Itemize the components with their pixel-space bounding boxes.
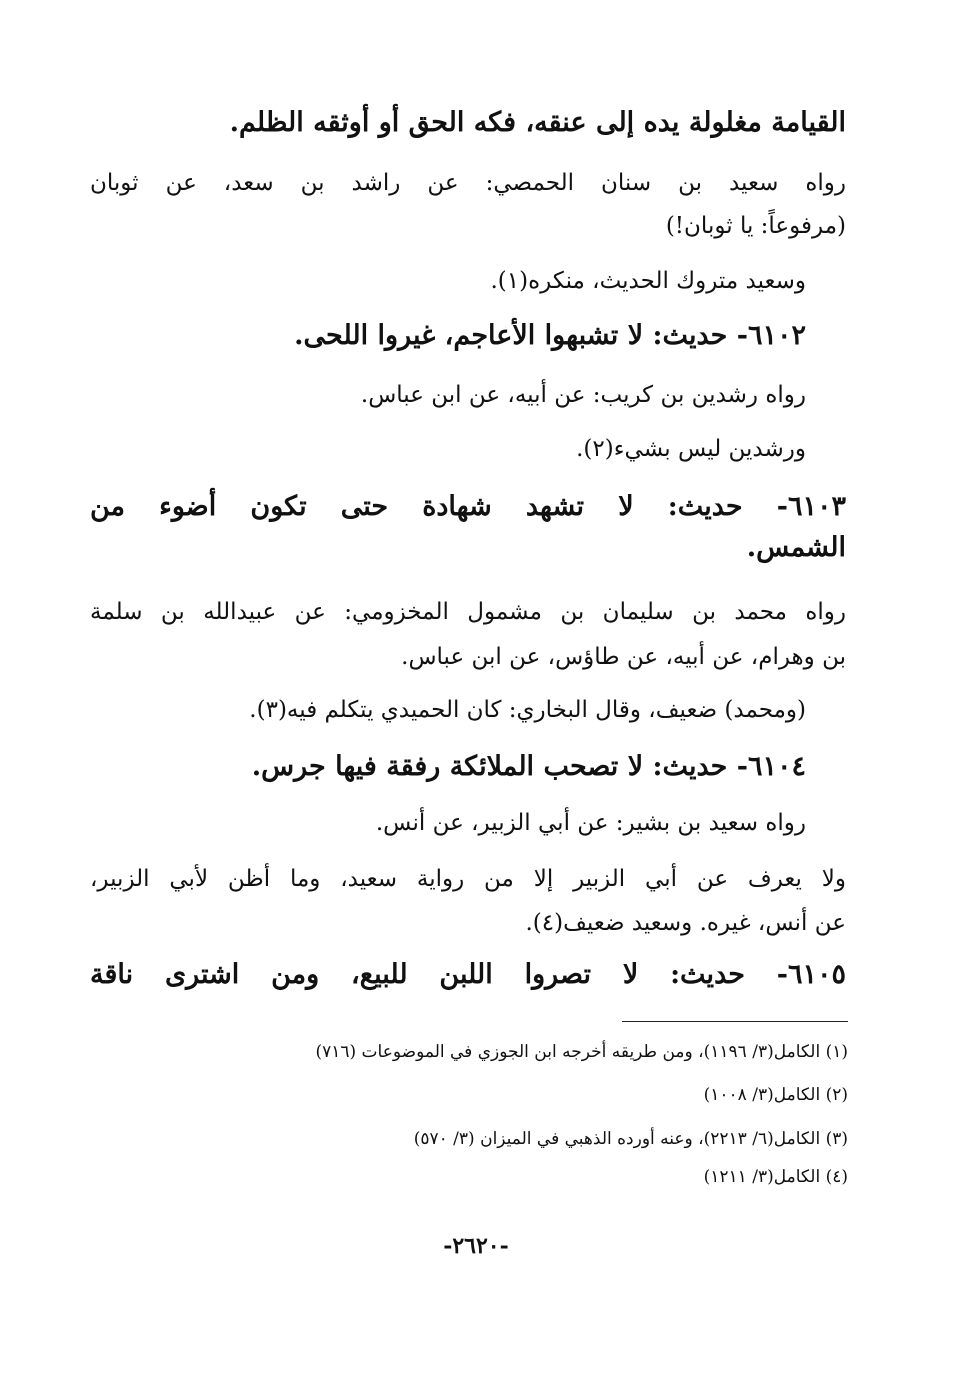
text-line: رواه سعيد بن بشير: عن أبي الزبير، عن أنس. [375, 810, 806, 836]
text-line: بن وهرام، عن أبيه، عن طاؤس، عن ابن عباس. [401, 644, 846, 670]
text-line: رواه سعيد بن سنان الحمصي: عن راشد بن سعد، عن ثوبان [90, 170, 846, 196]
footnote-1: (١) الكامل(٣/ ١١٩٦)، ومن طريقه أخرجه ابن الجوزي في الموضوعات (٧١٦) [315, 1042, 848, 1062]
hadith-heading-6103-cont: الشمس. [746, 532, 846, 563]
text-line: القيامة مغلولة يده إلى عنقه، فكه الحق أو أوثقه الظلم. [229, 107, 846, 138]
footnote-2: (٢) الكامل(٣/ ١٠٠٨) [703, 1085, 848, 1105]
text-line: ورشدين ليس بشيء(٢). [576, 436, 806, 462]
hadith-heading-6103: ٦١٠٣- حديث: لا تشهد شهادة حتى تكون أضوء من [90, 491, 846, 522]
text-line: ولا يعرف عن أبي الزبير إلا من رواية سعيد، وما أظن لأبي الزبير، [90, 866, 846, 892]
text-line: رواه محمد بن سليمان بن مشمول المخزومي: عن عبيدالله بن سلمة [90, 599, 846, 625]
hadith-heading-6104: ٦١٠٤- حديث: لا تصحب الملائكة رفقة فيها جرس. [251, 751, 806, 782]
text-line: عن أنس، غيره. وسعيد ضعيف(٤). [525, 910, 846, 936]
text-line: (مرفوعاً: يا ثوبان!) [665, 213, 846, 239]
page-number: -٢٦٢٠- [443, 1233, 509, 1259]
hadith-heading-6105: ٦١٠٥- حديث: لا تصروا اللبن للبيع، ومن اشترى ناقة [90, 959, 846, 990]
footnote-4: (٤) الكامل(٣/ ١٢١١) [703, 1167, 848, 1187]
footnote-divider [622, 1021, 848, 1022]
text-line: رواه رشدين بن كريب: عن أبيه، عن ابن عباس. [360, 382, 806, 408]
text-line: (ومحمد) ضعيف، وقال البخاري: كان الحميدي يتكلم فيه(٣). [249, 697, 806, 723]
footnote-3: (٣) الكامل(٦/ ٢٢١٣)، وعنه أورده الذهبي في الميزان (٣/ ٥٧٠) [413, 1129, 848, 1149]
text-line: وسعيد متروك الحديث، منكره(١). [490, 268, 806, 294]
hadith-heading-6102: ٦١٠٢- حديث: لا تشبهوا الأعاجم، غيروا اللحى. [294, 320, 806, 351]
